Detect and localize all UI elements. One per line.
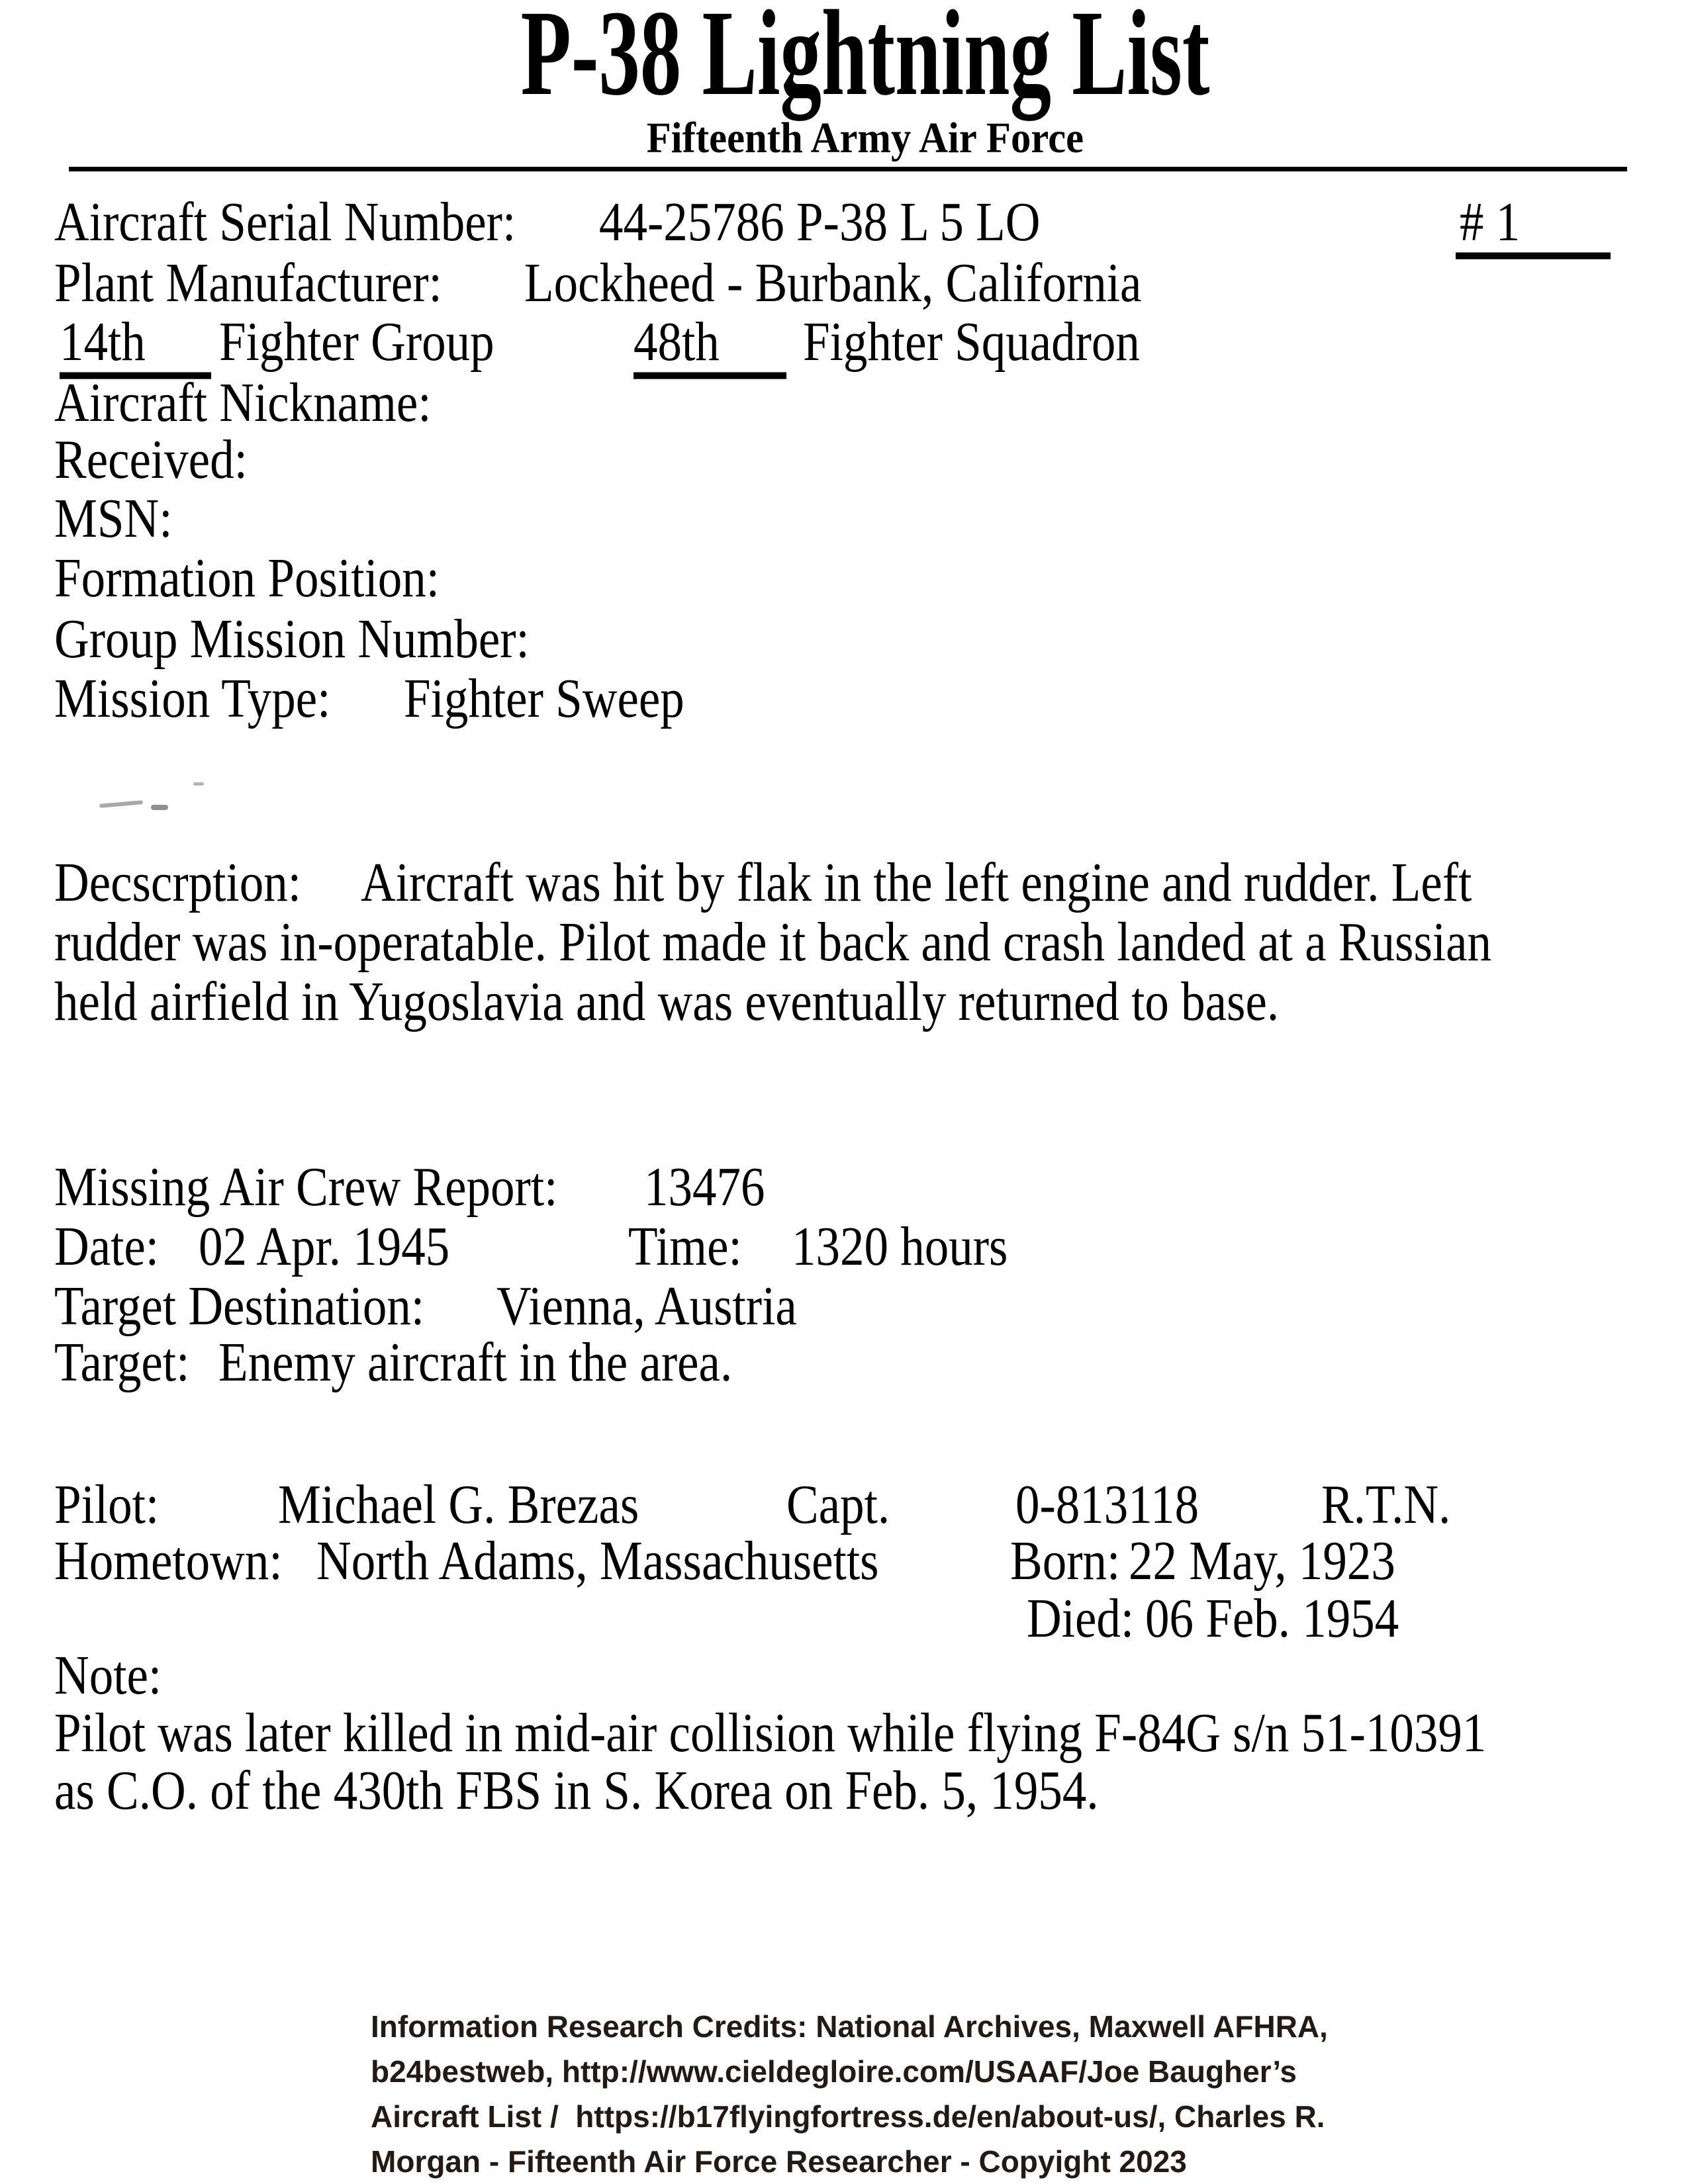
received-label: Received:	[54, 429, 248, 490]
fighter-squadron-label: Fighter Squadron	[803, 311, 1140, 373]
description-row-1	[0, 850, 1688, 916]
fighter-group-number: 14th	[60, 309, 211, 379]
msn-row	[0, 486, 1688, 552]
pilot-rank: Capt.	[786, 1474, 890, 1535]
footer-credits	[371, 2004, 1328, 2184]
note-line-2: as C.O. of the 430th FBS in S. Korea on Feb. 5, 1954.	[54, 1760, 1099, 1821]
target-label: Target:	[54, 1332, 190, 1393]
hometown-label: Hometown:	[54, 1530, 283, 1592]
hometown-value: North Adams, Massachusetts	[316, 1530, 879, 1592]
hometown-born-row	[0, 1528, 1688, 1594]
mission-type-label: Mission Type:	[54, 668, 331, 729]
description-line-2: rudder was in-operatable. Pilot made it back and crash landed at a Russian	[54, 911, 1492, 973]
page-number: # 1	[1456, 189, 1611, 259]
formation-position-row	[0, 545, 1688, 612]
fighter-group-label: Fighter Group	[219, 311, 494, 373]
died-value: 06 Feb. 1954	[1145, 1588, 1399, 1649]
macr-label: Missing Air Crew Report:	[54, 1156, 558, 1218]
nickname-label: Aircraft Nickname:	[54, 372, 432, 433]
document-subheader	[0, 114, 1688, 163]
mission-type-value: Fighter Sweep	[404, 668, 684, 729]
page-subtitle: Fifteenth Army Air Force	[646, 114, 1084, 162]
group-mission-label: Group Mission Number:	[54, 608, 530, 670]
fighter-squadron-number: 48th	[633, 309, 786, 379]
macr-value: 13476	[644, 1156, 765, 1218]
smudge-mark	[99, 800, 143, 808]
footer-line-2: b24bestweb, http://www.cieldegloire.com/USAAF/Joe Baugher’s	[371, 2054, 1297, 2089]
pilot-service-number: 0-813118	[1015, 1474, 1199, 1535]
date-label: Date:	[54, 1216, 160, 1277]
target-value: Enemy aircraft in the area.	[218, 1332, 733, 1393]
born-value: 22 May, 1923	[1129, 1530, 1395, 1592]
received-row	[0, 427, 1688, 493]
manufacturer-label: Plant Manufacturer:	[54, 252, 442, 314]
header-divider	[69, 167, 1627, 171]
serial-number-row	[0, 189, 1688, 255]
target-destination-label: Target Destination:	[54, 1275, 425, 1337]
description-label: Decscrption:	[54, 852, 301, 913]
mission-type-row	[0, 666, 1688, 732]
note-row-1	[0, 1700, 1688, 1766]
document-header	[0, 0, 1688, 121]
group-squadron-row	[0, 309, 1688, 375]
footer-line-3: Aircraft List / https://b17flyingfortress.de/en/about-us/, Charles R.	[371, 2099, 1325, 2134]
manufacturer-row	[0, 250, 1688, 316]
smudge-mark	[151, 805, 168, 810]
born-label: Born:	[1010, 1530, 1121, 1592]
description-line-3: held airfield in Yugoslavia and was eventually returned to base.	[54, 971, 1280, 1032]
note-label: Note:	[54, 1645, 162, 1706]
description-line-1: Aircraft was hit by flak in the left engine and rudder. Left	[361, 852, 1472, 913]
formation-position-label: Formation Position:	[54, 547, 440, 609]
smudge-mark	[193, 782, 204, 786]
footer-line-1: Information Research Credits: National Archives, Maxwell AFHRA,	[371, 2009, 1328, 2044]
serial-value: 44-25786 P-38 L 5 LO	[599, 191, 1041, 253]
macr-row	[0, 1154, 1688, 1220]
time-label: Time:	[628, 1216, 742, 1277]
target-row	[0, 1330, 1688, 1396]
pilot-name: Michael G. Brezas	[278, 1474, 639, 1535]
note-row-2	[0, 1758, 1688, 1824]
manufacturer-value: Lockheed - Burbank, California	[524, 252, 1142, 314]
serial-label: Aircraft Serial Number:	[54, 191, 516, 253]
footer-line-4: Morgan - Fifteenth Air Force Researcher - Copyight 2023	[371, 2144, 1187, 2179]
note-row	[0, 1643, 1688, 1709]
pilot-status: R.T.N.	[1321, 1474, 1451, 1535]
group-mission-row	[0, 606, 1688, 672]
time-value: 1320 hours	[792, 1216, 1008, 1277]
died-label: Died:	[1027, 1588, 1135, 1649]
description-row-2	[0, 909, 1688, 976]
date-time-row	[0, 1214, 1688, 1280]
pilot-label: Pilot:	[54, 1474, 160, 1535]
note-line-1: Pilot was later killed in mid-air collision while flying F-84G s/n 51-10391	[54, 1702, 1487, 1764]
target-destination-value: Vienna, Austria	[496, 1275, 797, 1337]
msn-label: MSN:	[54, 488, 173, 549]
description-row-3	[0, 969, 1688, 1035]
date-value: 02 Apr. 1945	[199, 1216, 450, 1277]
page-title: P-38 Lightning List	[520, 0, 1210, 121]
